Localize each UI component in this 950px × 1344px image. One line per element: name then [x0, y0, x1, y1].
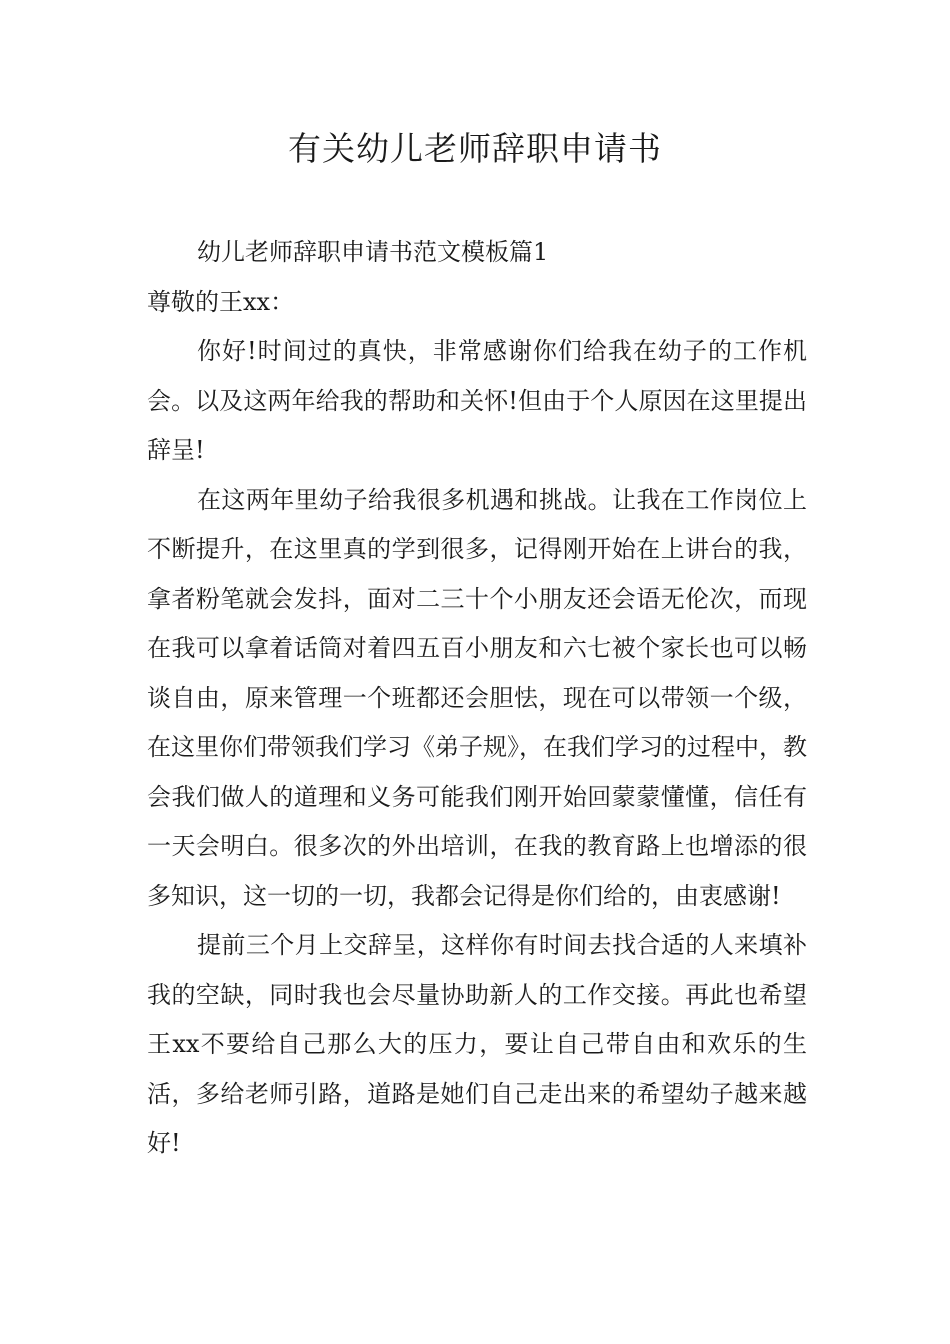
- document-body: [147, 228, 807, 1169]
- paragraph-1: 你好!时间过的真快，非常感谢你们给我在幼子的工作机会。以及这两年给我的帮助和关怀!但由于个人原因在这里提出辞呈!: [147, 337, 807, 464]
- paragraph-2: 在这两年里幼子给我很多机遇和挑战。让我在工作岗位上不断提升，在这里真的学到很多，记得刚开始在上讲台的我，拿者粉笔就会发抖，面对二三十个小朋友还会语无伦次，而现在我可以拿着话筒对着四五百小朋友和六七被个家长也可以畅谈自由，原来管理一个班都还会胆怯，现在可以带领一个级，在这里你们带领我们学习《弟子规》，在我们学习的过程中，教会我们做人的道理和义务可能我们刚开始回蒙蒙懂懂，信任有一天会明白。很多次的外出培训，在我的教育路上也增添的很多知识，这一切的一切，我都会记得是你们给的，由衷感谢!: [147, 485, 807, 910]
- salutation: 尊敬的王xx：: [147, 287, 295, 316]
- section-heading: 幼儿老师辞职申请书范文模板篇1: [197, 238, 549, 266]
- paragraph-3: 提前三个月上交辞呈，这样你有时间去找合适的人来填补我的空缺，同时我也会尽量协助新人的工作交接。再此也希望王xx不要给自己那么大的压力，要让自己带自由和欢乐的生活，多给老师引路，道路是她们自己走出来的希望幼子越来越好!: [147, 931, 807, 1157]
- document-title: 有关幼儿老师辞职申请书: [288, 129, 662, 168]
